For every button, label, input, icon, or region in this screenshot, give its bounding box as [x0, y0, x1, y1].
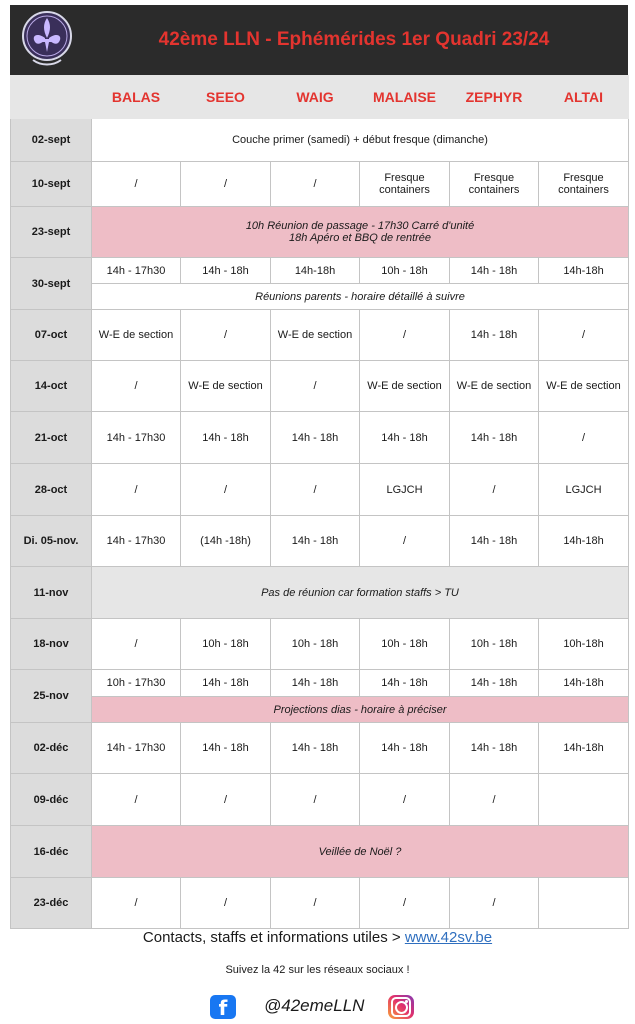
- table-row: [11, 826, 629, 878]
- contacts-text: Contacts, staffs et informations utiles >: [142, 929, 405, 946]
- date-cell: 07-oct: [11, 310, 92, 361]
- schedule-cell: LGJCH: [360, 464, 450, 516]
- table-row: [11, 207, 629, 258]
- event-span-cell: [92, 119, 629, 162]
- schedule-cell: 14h - 18h: [360, 670, 450, 697]
- date-cell: 23-déc: [11, 878, 92, 929]
- date-cell: 25-nov: [11, 670, 92, 723]
- schedule-cell: 14h - 18h: [181, 670, 271, 697]
- schedule-cell: /: [450, 464, 539, 516]
- table-row: [11, 774, 629, 826]
- schedule-cell: /: [360, 310, 450, 361]
- table-row-note: [11, 284, 629, 310]
- schedule-cell: 14h - 18h: [271, 412, 360, 464]
- schedule-cell: /: [450, 774, 539, 826]
- column-header-balas: BALAS: [92, 76, 181, 119]
- header-bar: [10, 5, 628, 75]
- schedule-cell: [539, 774, 629, 826]
- date-cell: 21-oct: [11, 412, 92, 464]
- schedule-cell: /: [271, 774, 360, 826]
- schedule-cell: 14h - 17h30: [92, 723, 181, 774]
- note-cell: Réunions parents - horaire détaillé à suivre: [92, 284, 629, 310]
- schedule-cell: /: [181, 774, 271, 826]
- schedule-cell: /: [92, 774, 181, 826]
- event-span-cell: [92, 567, 629, 619]
- schedule-cell: 14h - 18h: [181, 723, 271, 774]
- schedule-cell: W-E de section: [181, 361, 271, 412]
- column-header-zephyr: ZEPHYR: [450, 76, 539, 119]
- schedule-cell: /: [181, 878, 271, 929]
- date-cell: 10-sept: [11, 162, 92, 207]
- schedule-cell: /: [360, 878, 450, 929]
- schedule-cell: W-E de section: [360, 361, 450, 412]
- event-text: Couche primer (samedi) + début fresque (dimanche): [232, 134, 488, 146]
- facebook-icon[interactable]: f: [210, 995, 236, 1019]
- date-cell: 18-nov: [11, 619, 92, 670]
- schedule-cell: /: [181, 464, 271, 516]
- schedule-cell: /: [271, 878, 360, 929]
- table-row: [11, 310, 629, 361]
- date-cell: 16-déc: [11, 826, 92, 878]
- schedule-cell: /: [92, 878, 181, 929]
- schedule-cell: 14h - 18h: [360, 723, 450, 774]
- schedule-cell: 14h-18h: [539, 258, 629, 284]
- schedule-cell: 14h - 17h30: [92, 258, 181, 284]
- event-span-cell: [92, 207, 629, 258]
- social-handle: @42emeLLN: [264, 996, 365, 1015]
- table-row: [11, 162, 629, 207]
- event-span-cell: [92, 826, 629, 878]
- social-links: [210, 993, 425, 1021]
- schedule-cell: 10h - 18h: [271, 619, 360, 670]
- follow-text: Suivez la 42 sur les réseaux sociaux !: [225, 964, 410, 976]
- schedule-cell: 10h - 17h30: [92, 670, 181, 697]
- schedule-cell: [539, 878, 629, 929]
- schedule-cell: /: [92, 619, 181, 670]
- table-row: [11, 723, 629, 774]
- column-header-seeo: SEEO: [181, 76, 271, 119]
- schedule-cell: 14h - 18h: [450, 258, 539, 284]
- schedule-cell: 14h-18h: [539, 670, 629, 697]
- schedule-cell: W-E de section: [92, 310, 181, 361]
- schedule-cell: 14h - 18h: [450, 723, 539, 774]
- event-text: Pas de réunion car formation staffs > TU: [261, 586, 459, 599]
- website-link[interactable]: www.42sv.be: [404, 929, 493, 946]
- schedule-cell: 14h - 18h: [450, 412, 539, 464]
- scout-fleur-de-lis-logo-icon: [21, 8, 73, 70]
- schedule-cell: 10h - 18h: [450, 619, 539, 670]
- schedule-cell: 14h - 18h: [181, 258, 271, 284]
- table-row-note: [11, 697, 629, 723]
- schedule-cell: /: [360, 774, 450, 826]
- schedule-cell: W-E de section: [539, 361, 629, 412]
- event-text: 10h Réunion de passage - 17h30 Carré d'unité: [245, 220, 475, 232]
- column-header-waig: WAIG: [271, 76, 360, 119]
- schedule-cell: LGJCH: [539, 464, 629, 516]
- event-text: Veillée de Noël ?: [318, 845, 402, 858]
- schedule-cell: 14h - 18h: [450, 516, 539, 567]
- date-cell: 30-sept: [11, 258, 92, 310]
- schedule-cell: 14h - 18h: [450, 670, 539, 697]
- schedule-cell: 14h - 18h: [360, 412, 450, 464]
- date-cell: 11-nov: [11, 567, 92, 619]
- table-row: [11, 670, 629, 697]
- table-row: [11, 567, 629, 619]
- date-cell: 09-déc: [11, 774, 92, 826]
- schedule-cell: 10h - 18h: [360, 619, 450, 670]
- schedule-cell: /: [450, 878, 539, 929]
- table-row: [11, 516, 629, 567]
- schedule-cell: /: [539, 412, 629, 464]
- schedule-cell: W-E de section: [271, 310, 360, 361]
- column-header-altai: ALTAI: [539, 76, 629, 119]
- event-text-2: 18h Apéro et BBQ de rentrée: [288, 232, 432, 244]
- column-header-malaise: MALAISE: [360, 76, 450, 119]
- schedule-cell: /: [539, 310, 629, 361]
- date-cell: Di. 05-nov.: [11, 516, 92, 567]
- schedule-cell: /: [92, 361, 181, 412]
- schedule-cell: 14h - 18h: [271, 516, 360, 567]
- date-cell: 02-sept: [11, 119, 92, 162]
- table-row: [11, 619, 629, 670]
- corner-cell: [11, 76, 92, 119]
- date-cell: 14-oct: [11, 361, 92, 412]
- contacts-line: [0, 929, 635, 946]
- schedule-cell: Fresque containers: [360, 162, 450, 207]
- schedule-cell: /: [181, 162, 271, 207]
- schedule-cell: 14h - 17h30: [92, 412, 181, 464]
- schedule-cell: /: [181, 310, 271, 361]
- schedule-cell: /: [92, 464, 181, 516]
- table-row: [11, 412, 629, 464]
- schedule-cell: Fresque containers: [450, 162, 539, 207]
- schedule-cell: 14h - 18h: [271, 670, 360, 697]
- table-row: [11, 878, 629, 929]
- schedule-cell: 14h - 17h30: [92, 516, 181, 567]
- table-row: [11, 119, 629, 162]
- column-header-row: [11, 76, 629, 119]
- schedule-cell: 10h - 18h: [181, 619, 271, 670]
- schedule-cell: /: [271, 361, 360, 412]
- schedule-cell: W-E de section: [450, 361, 539, 412]
- schedule-cell: 14h - 18h: [181, 412, 271, 464]
- schedule-cell: /: [271, 464, 360, 516]
- schedule-cell: /: [271, 162, 360, 207]
- date-cell: 23-sept: [11, 207, 92, 258]
- schedule-cell: /: [92, 162, 181, 207]
- schedule-cell: 14h - 18h: [271, 723, 360, 774]
- table-row: [11, 258, 629, 284]
- schedule-cell: 10h - 18h: [360, 258, 450, 284]
- schedule-cell: 14h - 18h: [450, 310, 539, 361]
- page-title: 42ème LLN - Ephémérides 1er Quadri 23/24: [158, 29, 550, 50]
- note-cell: Projections dias - horaire à préciser: [92, 697, 629, 723]
- schedule-cell: (14h -18h): [181, 516, 271, 567]
- schedule-cell: /: [360, 516, 450, 567]
- table-row: [11, 361, 629, 412]
- date-cell: 28-oct: [11, 464, 92, 516]
- schedule-cell: Fresque containers: [539, 162, 629, 207]
- instagram-icon[interactable]: [388, 995, 414, 1019]
- schedule-table: [10, 75, 629, 929]
- schedule-cell: 14h-18h: [271, 258, 360, 284]
- date-cell: 02-déc: [11, 723, 92, 774]
- schedule-cell: 10h-18h: [539, 619, 629, 670]
- schedule-cell: 14h-18h: [539, 723, 629, 774]
- schedule-cell: 14h-18h: [539, 516, 629, 567]
- table-row: [11, 464, 629, 516]
